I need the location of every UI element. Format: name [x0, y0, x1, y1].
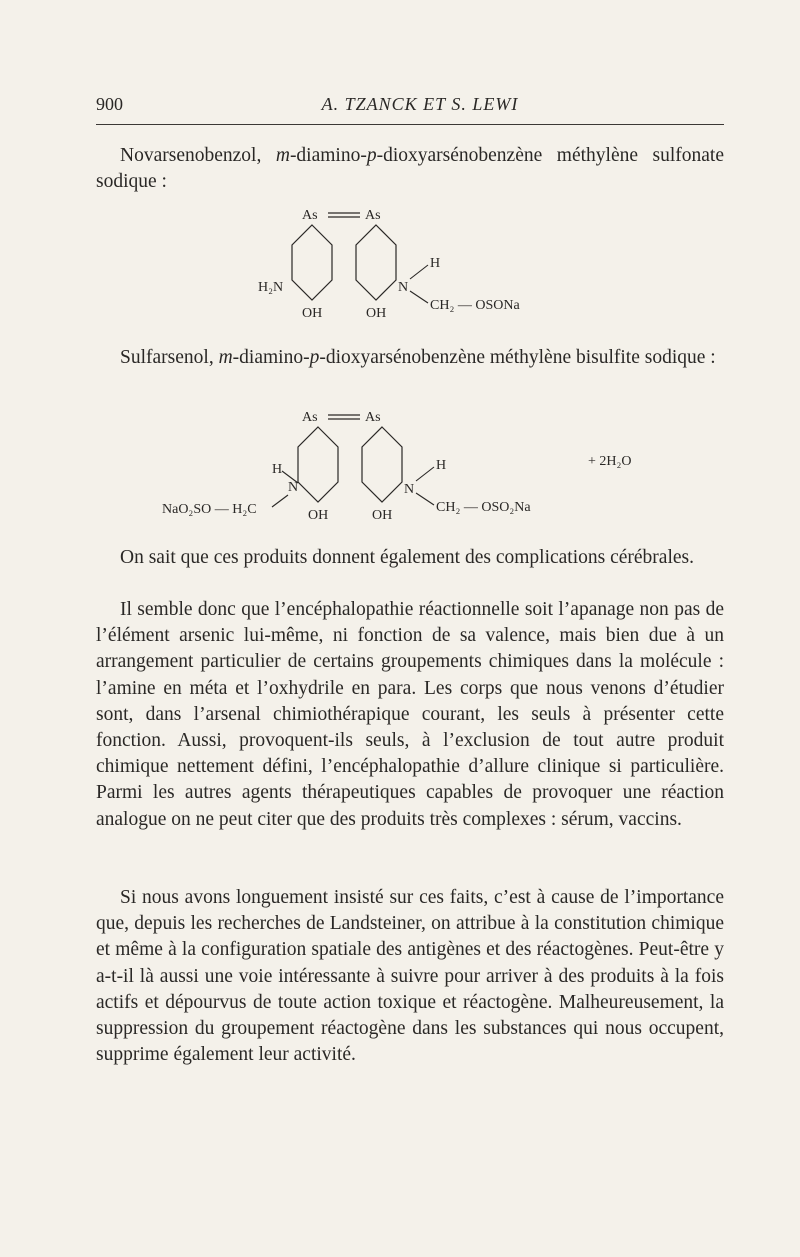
meta-prefix: m [218, 347, 233, 368]
hydroxyl-left-label: OH [308, 508, 329, 523]
benzene-ring-left [298, 427, 338, 502]
methylene-sulfonate-label: CH₂ — OSO₂Na [436, 500, 531, 515]
benzene-ring-left [292, 225, 332, 300]
benzene-ring-right [362, 427, 402, 502]
compound-description: -dioxyarsénobenzène méthylène sulfonate sodique : [96, 145, 724, 193]
running-title: A. TZANCK ET S. LEWI [321, 94, 519, 114]
water-label: + 2H₂O [588, 454, 632, 469]
hydrogen-right-label: H [436, 458, 447, 473]
novarsenobenzol-formula [250, 203, 580, 328]
hydroxyl-left-label: OH [302, 306, 323, 321]
arsenic-right-label: As [365, 410, 381, 425]
hydroxyl-right-label: OH [366, 306, 387, 321]
meta-prefix: m [275, 145, 290, 166]
para-prefix: p [366, 145, 377, 166]
nitrogen-left-label: N [288, 480, 299, 495]
hydroxyl-right-label: OH [372, 508, 393, 523]
methylene-sulfonate-label: CH₂ — OSONa [430, 298, 520, 313]
n-ch2-bond [410, 291, 428, 303]
arsenic-left-label: As [302, 410, 318, 425]
hydrogen-label: H [430, 256, 441, 271]
amino-group-label: H₂N [258, 280, 284, 295]
sulfarsenol-intro [96, 345, 724, 371]
n-ch2-bond-left [272, 495, 288, 507]
page-number: 900 [96, 94, 123, 114]
novarsenobenzol-structure [250, 203, 580, 328]
n-h-bond-right [416, 467, 434, 481]
diamino-text: -diamino- [289, 145, 367, 166]
header-rule [96, 124, 724, 125]
paragraph-complications: On sait que ces produits donnent également des complications cérébrales. [120, 547, 694, 568]
nitrogen-right-label: N [404, 482, 415, 497]
compound-name: Novarsenobenzol, [120, 145, 262, 166]
running-head [96, 94, 724, 116]
arsenic-right-label: As [365, 208, 381, 223]
benzene-ring-right [356, 225, 396, 300]
arsenic-left-label: As [302, 208, 318, 223]
hydrogen-left-label: H [272, 462, 283, 477]
n-h-bond [410, 265, 428, 279]
sulfarsenol-structure [160, 405, 670, 530]
para-prefix: p [309, 347, 320, 368]
paragraph-encephalopathy: Il semble donc que l’encéphalopathie réactionnelle soit l’apanage non pas de l’élément arsenic lui-même, ni fonction de sa valence, mais bien due à un arrangement particulier de certains groupements chimiques dans la molécule : l’amine en méta et l’oxhydrile en para. Les corps que nous venons d’étudier sont, dans l’arsenal chimiothérapique courant, les seuls à présenter cette fonction. Aussi, provoquent-ils seuls, à l’exclusion de tout autre produit chimique nettement défini, l’encéphalopathie d’allure clinique si particulière. Parmi les autres agents thérapeutiques capables de provoquer une réaction analogue on ne peut citer que des produits très complexes : sérum, vaccins. [96, 599, 724, 830]
sulfarsenol-formula [160, 405, 670, 530]
compound-description: -dioxyarsénobenzène méthylène bisulfite sodique : [319, 347, 716, 368]
bisulfite-group-label: NaO₂SO — H₂C [162, 502, 257, 517]
compound-name: Sulfarsenol, [120, 347, 214, 368]
n-ch2-bond-right [416, 493, 434, 505]
diamino-text: -diamino- [232, 347, 310, 368]
novarsenobenzol-intro [96, 143, 724, 195]
nitrogen-label: N [398, 280, 409, 295]
paragraph-landsteiner: Si nous avons longuement insisté sur ces faits, c’est à cause de l’importance que, depuis les recherches de Landsteiner, on attribue à la constitution chimique et même à la configuration spatiale des antigènes et des réactogènes. Peut-être y a-t-il là aussi une voie intéressante à suivre pour arriver à des produits à la fois actifs et dépourvus de toute action toxique et réactogène. Malheureusement, la suppression du groupement réactogène dans les substances qui nous occupent, supprime également leur activité. [96, 887, 724, 1066]
